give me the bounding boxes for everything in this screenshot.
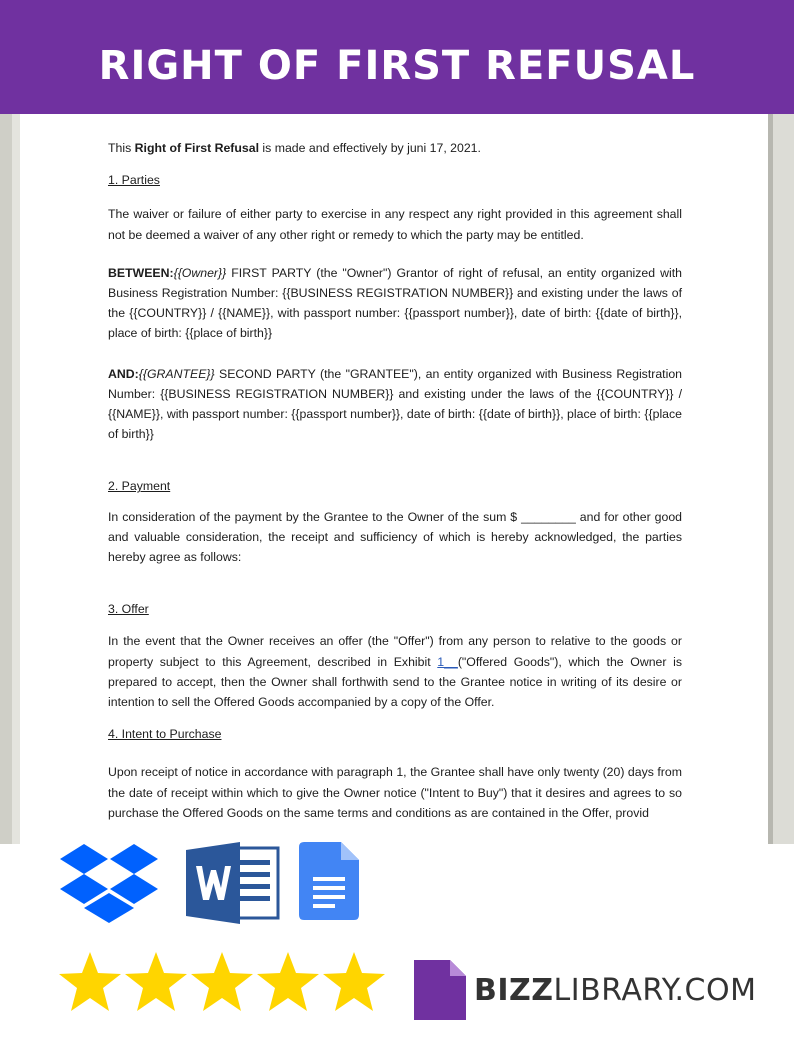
star-icon: [190, 950, 254, 1014]
google-docs-icon[interactable]: [299, 842, 359, 920]
right-gutter: [768, 114, 794, 844]
section-4-heading: 4. Intent to Purchase: [108, 727, 222, 742]
star-icon: [322, 950, 386, 1014]
section-3-paragraph: In the event that the Owner receives an offer (the "Offer") from any person to relative to the goods or property subject to this Agreement, described in Exhibit 1__("Offered Goods"), which the Owner is prepared to accept, then the Owner shall forthwith send to the Grantee notice in writing of its desire or intention to sell the Offered Goods accompanied by a copy of the Offer.: [108, 634, 682, 710]
section-1-paragraph: The waiver or failure of either party to exercise in any respect any right provided in this agreement shall not be deemed a waiver of any other right or remedy to which the party may be entitled.: [108, 207, 682, 242]
left-gutter: [0, 114, 12, 844]
brand-name[interactable]: BIZZLIBRARY.COM: [474, 973, 757, 1008]
intro-bold: Right of First Refusal: [134, 141, 259, 155]
page-header: [0, 0, 794, 114]
document-body: [108, 138, 682, 823]
exhibit-link[interactable]: 1__: [437, 654, 458, 669]
rating-stars: [58, 950, 386, 1014]
section-1-heading: 1. Parties: [108, 173, 160, 188]
section-4-paragraph: Upon receipt of notice in accordance with paragraph 1, the Grantee shall have only twenty (20) days from the date of receipt within which to give the Owner notice ("Intent to Buy") that it desires and agrees to so purchase the Offered Goods on the same terms and conditions as are contained in the Offer, provid: [108, 765, 682, 820]
and-paragraph: AND:{{GRANTEE}} SECOND PARTY (the "GRANTEE"), an entity organized with Business Registration Number: {{BUSINESS REGISTRATION NUMBER}} and existing under the laws of the {{COUNTRY}} / {{NAME}}, with passport number: {{passport number}}, date of birth: {{date of birth}}, place of birth: {{place of birth}}: [108, 366, 682, 442]
star-icon: [124, 950, 188, 1014]
bizzlibrary-logo-icon: [414, 960, 466, 1020]
dropbox-icon[interactable]: [60, 842, 158, 932]
between-paragraph: BETWEEN:{{Owner}} FIRST PARTY (the "Owner") Grantor of right of refusal, an entity organized with Business Registration Number: {{BUSINESS REGISTRATION NUMBER}} and existing under the laws of the {{COUNTRY}} / {{NAME}}, with passport number: {{passport number}}, date of birth: {{date of birth}}, place of birth: {{place of birth}}: [108, 265, 682, 341]
section-2-heading: 2. Payment: [108, 479, 171, 494]
page-title: RIGHT OF FIRST REFUSAL: [98, 43, 696, 89]
section-2-paragraph: In consideration of the payment by the Grantee to the Owner of the sum $ ________ and for other good and valuable consideration, the receipt and sufficiency of which is hereby acknowledged, the parties hereby agree as follows:: [108, 509, 682, 565]
star-icon: [256, 950, 320, 1014]
section-3-heading: 3. Offer: [108, 602, 149, 617]
document-page: [20, 114, 768, 844]
intro-paragraph: This Right of First Refusal is made and effectively by juni 17, 2021.: [108, 141, 481, 155]
star-icon: [58, 950, 122, 1014]
word-icon[interactable]: [186, 842, 282, 924]
